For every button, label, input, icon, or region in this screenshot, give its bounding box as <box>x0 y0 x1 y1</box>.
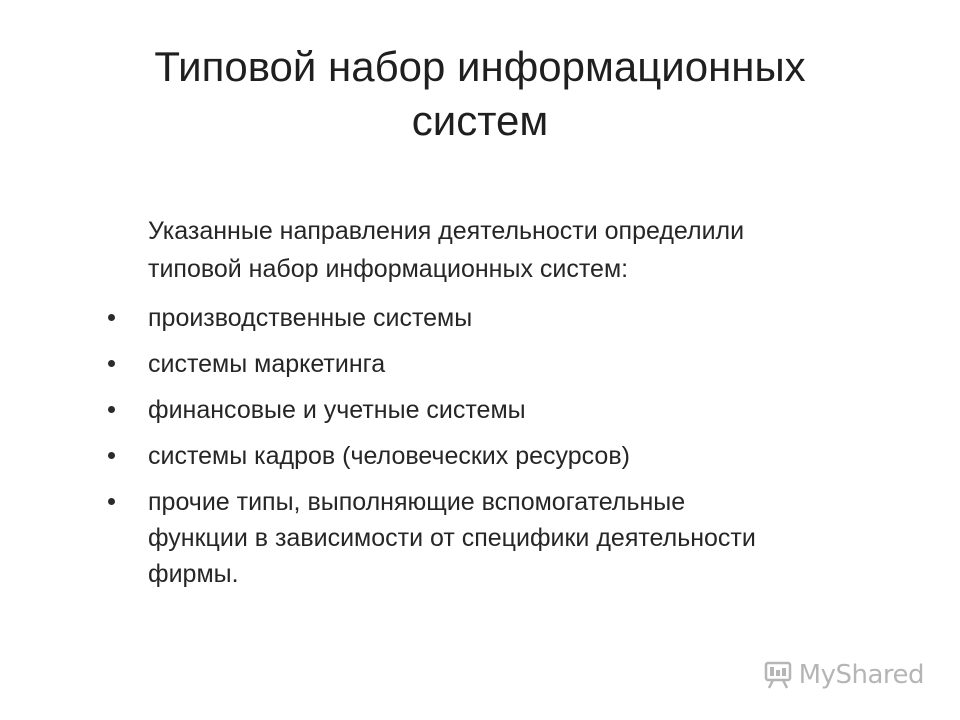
bullet-list <box>108 300 868 602</box>
bullet-dot-icon <box>108 314 115 321</box>
myshared-watermark <box>763 658 924 692</box>
presentation-board-icon <box>763 660 793 690</box>
bullet-text <box>148 300 868 336</box>
intro-line-2: типовой набор информационных систем: <box>148 255 629 283</box>
bullet-text <box>148 438 868 474</box>
bullet-item <box>108 300 868 336</box>
bullet-text <box>148 392 868 428</box>
bullet-dot-icon <box>108 406 115 413</box>
bullet-line: функции в зависимости от специфики деятельности <box>148 524 756 552</box>
bullet-dot-icon <box>108 498 115 505</box>
bullet-item <box>108 392 868 428</box>
slide-title-line-1: Типовой набор информационных <box>154 43 806 90</box>
bullet-item <box>108 438 868 474</box>
watermark-text: MyShared <box>798 660 924 690</box>
intro-paragraph <box>148 212 868 288</box>
bullet-item <box>108 484 868 592</box>
bullet-dot-icon <box>108 452 115 459</box>
bullet-line: прочие типы, выполняющие вспомогательные <box>148 488 686 516</box>
slide-title-line-2: систем <box>411 97 549 144</box>
bullet-line: системы маркетинга <box>148 350 386 378</box>
bullet-line: фирмы. <box>148 560 239 588</box>
bullet-line: финансовые и учетные системы <box>148 396 526 424</box>
bullet-line: производственные системы <box>148 304 473 332</box>
bullet-text <box>148 484 868 592</box>
bullet-dot-icon <box>108 360 115 367</box>
bullet-item <box>108 346 868 382</box>
intro-line-1: Указанные направления деятельности определили <box>148 217 745 245</box>
bullet-text <box>148 346 868 382</box>
slide-title <box>80 40 880 148</box>
bullet-line: системы кадров (человеческих ресурсов) <box>148 442 630 470</box>
